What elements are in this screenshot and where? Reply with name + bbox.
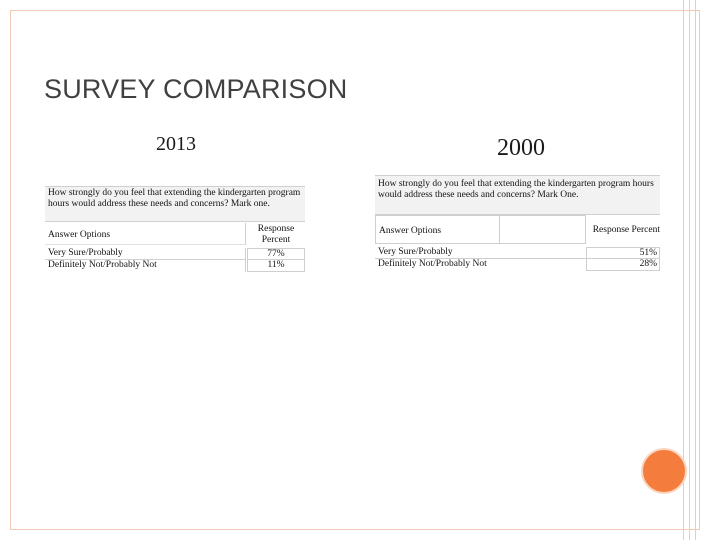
frame-line [689,0,690,540]
table-row-option: Very Sure/Probably [45,248,246,260]
table-question [45,186,305,222]
frame-line [695,0,696,540]
year-label-2000: 2000 [497,135,545,161]
header-response-percent: Response Percent [592,225,660,235]
table-row-percent: 77% [247,248,305,260]
table-question [375,175,660,215]
table-row-percent: 11% [247,260,305,272]
table-row-option: Definitely Not/Probably Not [378,259,487,269]
header-response-percent: Response Percent [257,224,295,245]
survey-table-2013 [45,186,305,276]
header-answer-options: Answer Options [45,223,246,245]
decorative-circle-icon [641,448,687,494]
question-text: How strongly do you feel that extending the kindergarten program hours would address these needs and concerns? Mark One. [378,179,654,200]
slide-title: SURVEY COMPARISON [44,74,348,104]
header-answer-options: Answer Options [375,215,500,244]
table-row-percent: 51% [586,247,660,259]
year-label-2013: 2013 [156,133,196,155]
table-row-percent: 28% [586,259,660,271]
question-text: How strongly do you feel that extending the kindergarten program hours would address these needs and concerns? Mark one. [48,188,301,209]
table-row-option: Very Sure/Probably [375,247,586,259]
header-spacer [500,215,586,244]
table-row-option: Definitely Not/Probably Not [45,260,246,272]
survey-table-2000 [375,175,660,275]
